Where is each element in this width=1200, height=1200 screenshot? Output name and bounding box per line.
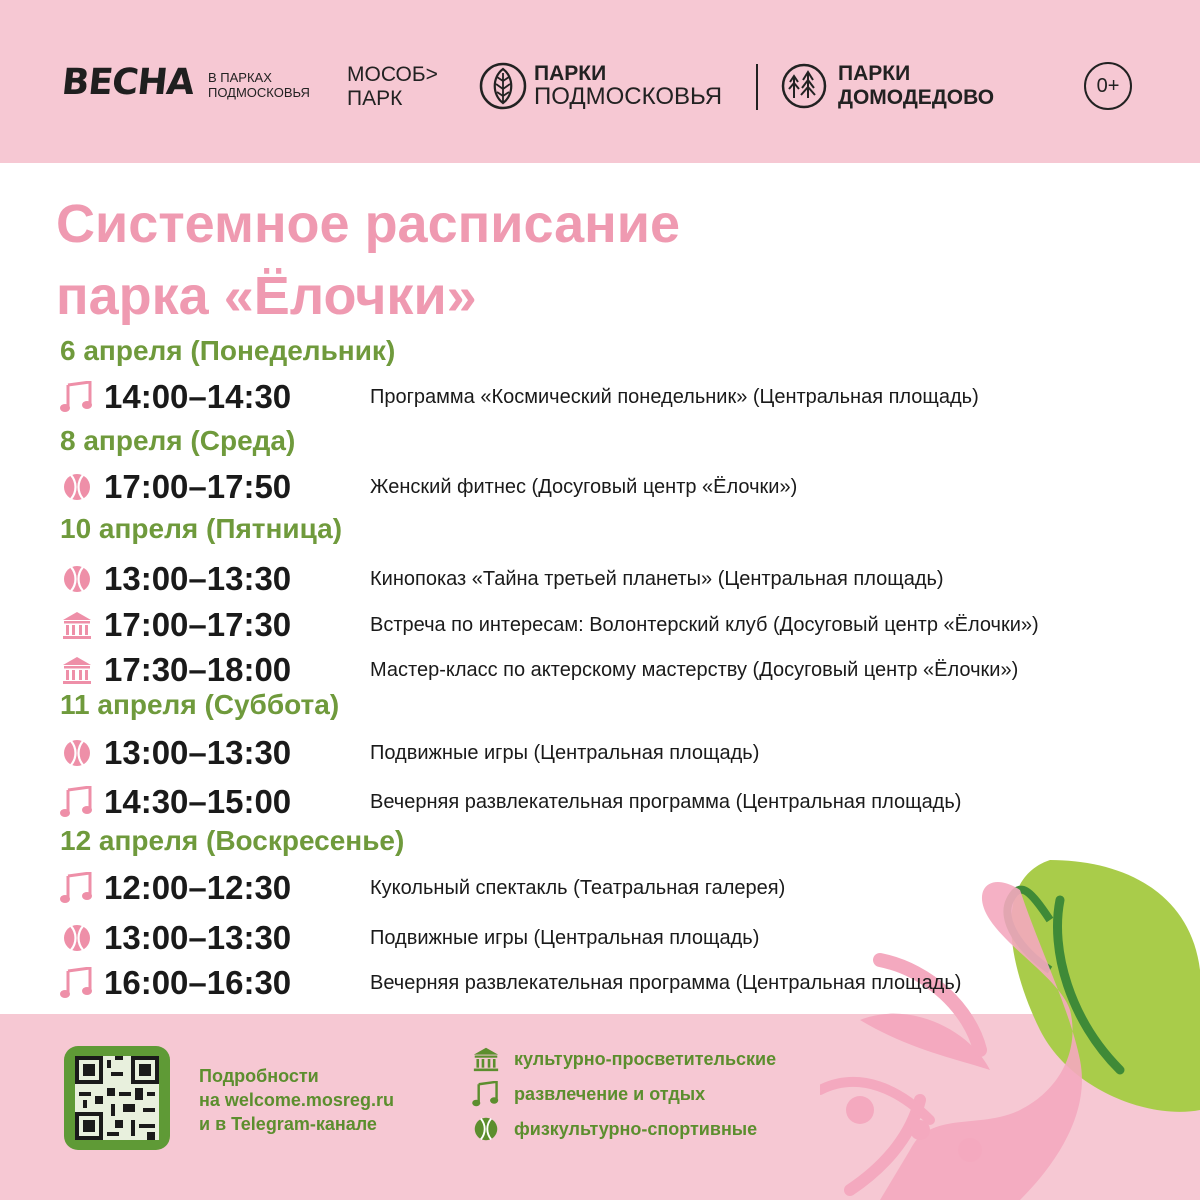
event-row [58, 963, 961, 1003]
event-row [58, 782, 961, 822]
event-description: Женский фитнес (Досуговый центр «Ёлочки») [370, 475, 798, 498]
legend-label: развлечение и отдых [514, 1083, 706, 1104]
mosob-line2: ПАРК [347, 87, 403, 110]
event-row [58, 467, 797, 507]
parks-line2: ПОДМОСКОВЬЯ [534, 83, 723, 110]
decorative-leaves [820, 860, 1200, 1200]
mosob-line1: МОСОБ> [347, 63, 438, 86]
details-text [199, 1064, 394, 1136]
event-description: Мастер-класс по актерскому мастерству (Досуговый центр «Ёлочки») [370, 658, 1019, 681]
music-note-icon [470, 1080, 502, 1108]
legend-item-entertainment [470, 1080, 705, 1108]
event-time: 14:00–14:30 [104, 378, 292, 415]
legend-label: физкультурно-спортивные [514, 1118, 758, 1139]
event-description: Вечерняя развлекательная программа (Центральная площадь) [370, 790, 962, 813]
event-time: 17:00–17:50 [104, 468, 292, 505]
leaf-emblem-icon [478, 61, 528, 111]
museum-icon [470, 1045, 502, 1073]
vesna-logo-subtitle [208, 70, 310, 100]
day-heading: 11 апреля (Суббота) [60, 689, 340, 720]
legend-item-culture [470, 1045, 776, 1073]
event-time: 13:00–13:30 [104, 560, 292, 597]
event-description: Кинопоказ «Тайна третьей планеты» (Центральная площадь) [370, 567, 944, 590]
event-time: 12:00–12:30 [104, 869, 292, 906]
details-link[interactable]: на welcome.mosreg.ru [199, 1090, 394, 1110]
event-description: Вечерняя развлекательная программа (Центральная площадь) [370, 971, 962, 994]
museum-icon [58, 608, 96, 642]
qr-code[interactable] [64, 1046, 170, 1150]
music-note-icon [58, 785, 96, 819]
day-heading: 8 апреля (Среда) [60, 425, 296, 456]
page-title [56, 188, 876, 332]
ball-icon [470, 1115, 502, 1143]
event-time: 14:30–15:00 [104, 783, 292, 820]
mosobpark-logo [347, 63, 438, 111]
event-description: Программа «Космический понедельник» (Центральная площадь) [370, 385, 979, 408]
music-note-icon [58, 380, 96, 414]
day-heading: 6 апреля (Понедельник) [60, 335, 396, 366]
title-line1: Системное расписание [56, 194, 681, 254]
ball-icon [58, 736, 96, 770]
details-line1: Подробности [199, 1066, 319, 1086]
parks-line1: ПАРКИ [534, 62, 607, 85]
event-time: 16:00–16:30 [104, 964, 292, 1001]
ball-icon [58, 470, 96, 504]
museum-icon [58, 653, 96, 687]
event-time: 17:00–17:30 [104, 606, 292, 643]
age-rating-badge: 0+ [1084, 62, 1132, 110]
event-row [58, 733, 759, 773]
event-description: Кукольный спектакль (Театральная галерея) [370, 876, 786, 899]
domod-line2: ДОМОДЕДОВО [838, 86, 995, 109]
event-row [58, 868, 785, 908]
event-row [58, 918, 759, 958]
vesna-logo: ВЕСНА [59, 62, 196, 103]
tree-emblem-icon [780, 62, 828, 110]
parks-podmoskovya-logo [478, 60, 722, 112]
ball-icon [58, 921, 96, 955]
legend-label: культурно-просветительские [514, 1048, 777, 1069]
domod-line1: ПАРКИ [838, 62, 911, 85]
day-heading: 12 апреля (Воскресенье) [60, 825, 405, 856]
vesna-sub-line2: ПОДМОСКОВЬЯ [208, 85, 310, 100]
event-description: Подвижные игры (Центральная площадь) [370, 926, 760, 949]
music-note-icon [58, 966, 96, 1000]
parks-domodedovo-logo [780, 60, 994, 112]
event-time: 13:00–13:30 [104, 734, 292, 771]
event-row [58, 650, 1018, 690]
qr-pattern [75, 1056, 159, 1140]
event-time: 17:30–18:00 [104, 651, 292, 688]
legend-item-sports [470, 1115, 757, 1143]
event-time: 13:00–13:30 [104, 919, 292, 956]
event-row [58, 559, 944, 599]
details-line3: и в Telegram-канале [199, 1114, 377, 1134]
vesna-sub-line1: В ПАРКАХ [208, 70, 272, 85]
title-line2: парка «Ёлочки» [56, 266, 477, 326]
event-row [58, 605, 1039, 645]
header-divider [756, 64, 758, 110]
event-description: Встреча по интересам: Волонтерский клуб (Досуговый центр «Ёлочки») [370, 613, 1039, 636]
ball-icon [58, 562, 96, 596]
day-heading: 10 апреля (Пятница) [60, 513, 343, 544]
event-description: Подвижные игры (Центральная площадь) [370, 741, 760, 764]
event-row [58, 377, 979, 417]
music-note-icon [58, 871, 96, 905]
